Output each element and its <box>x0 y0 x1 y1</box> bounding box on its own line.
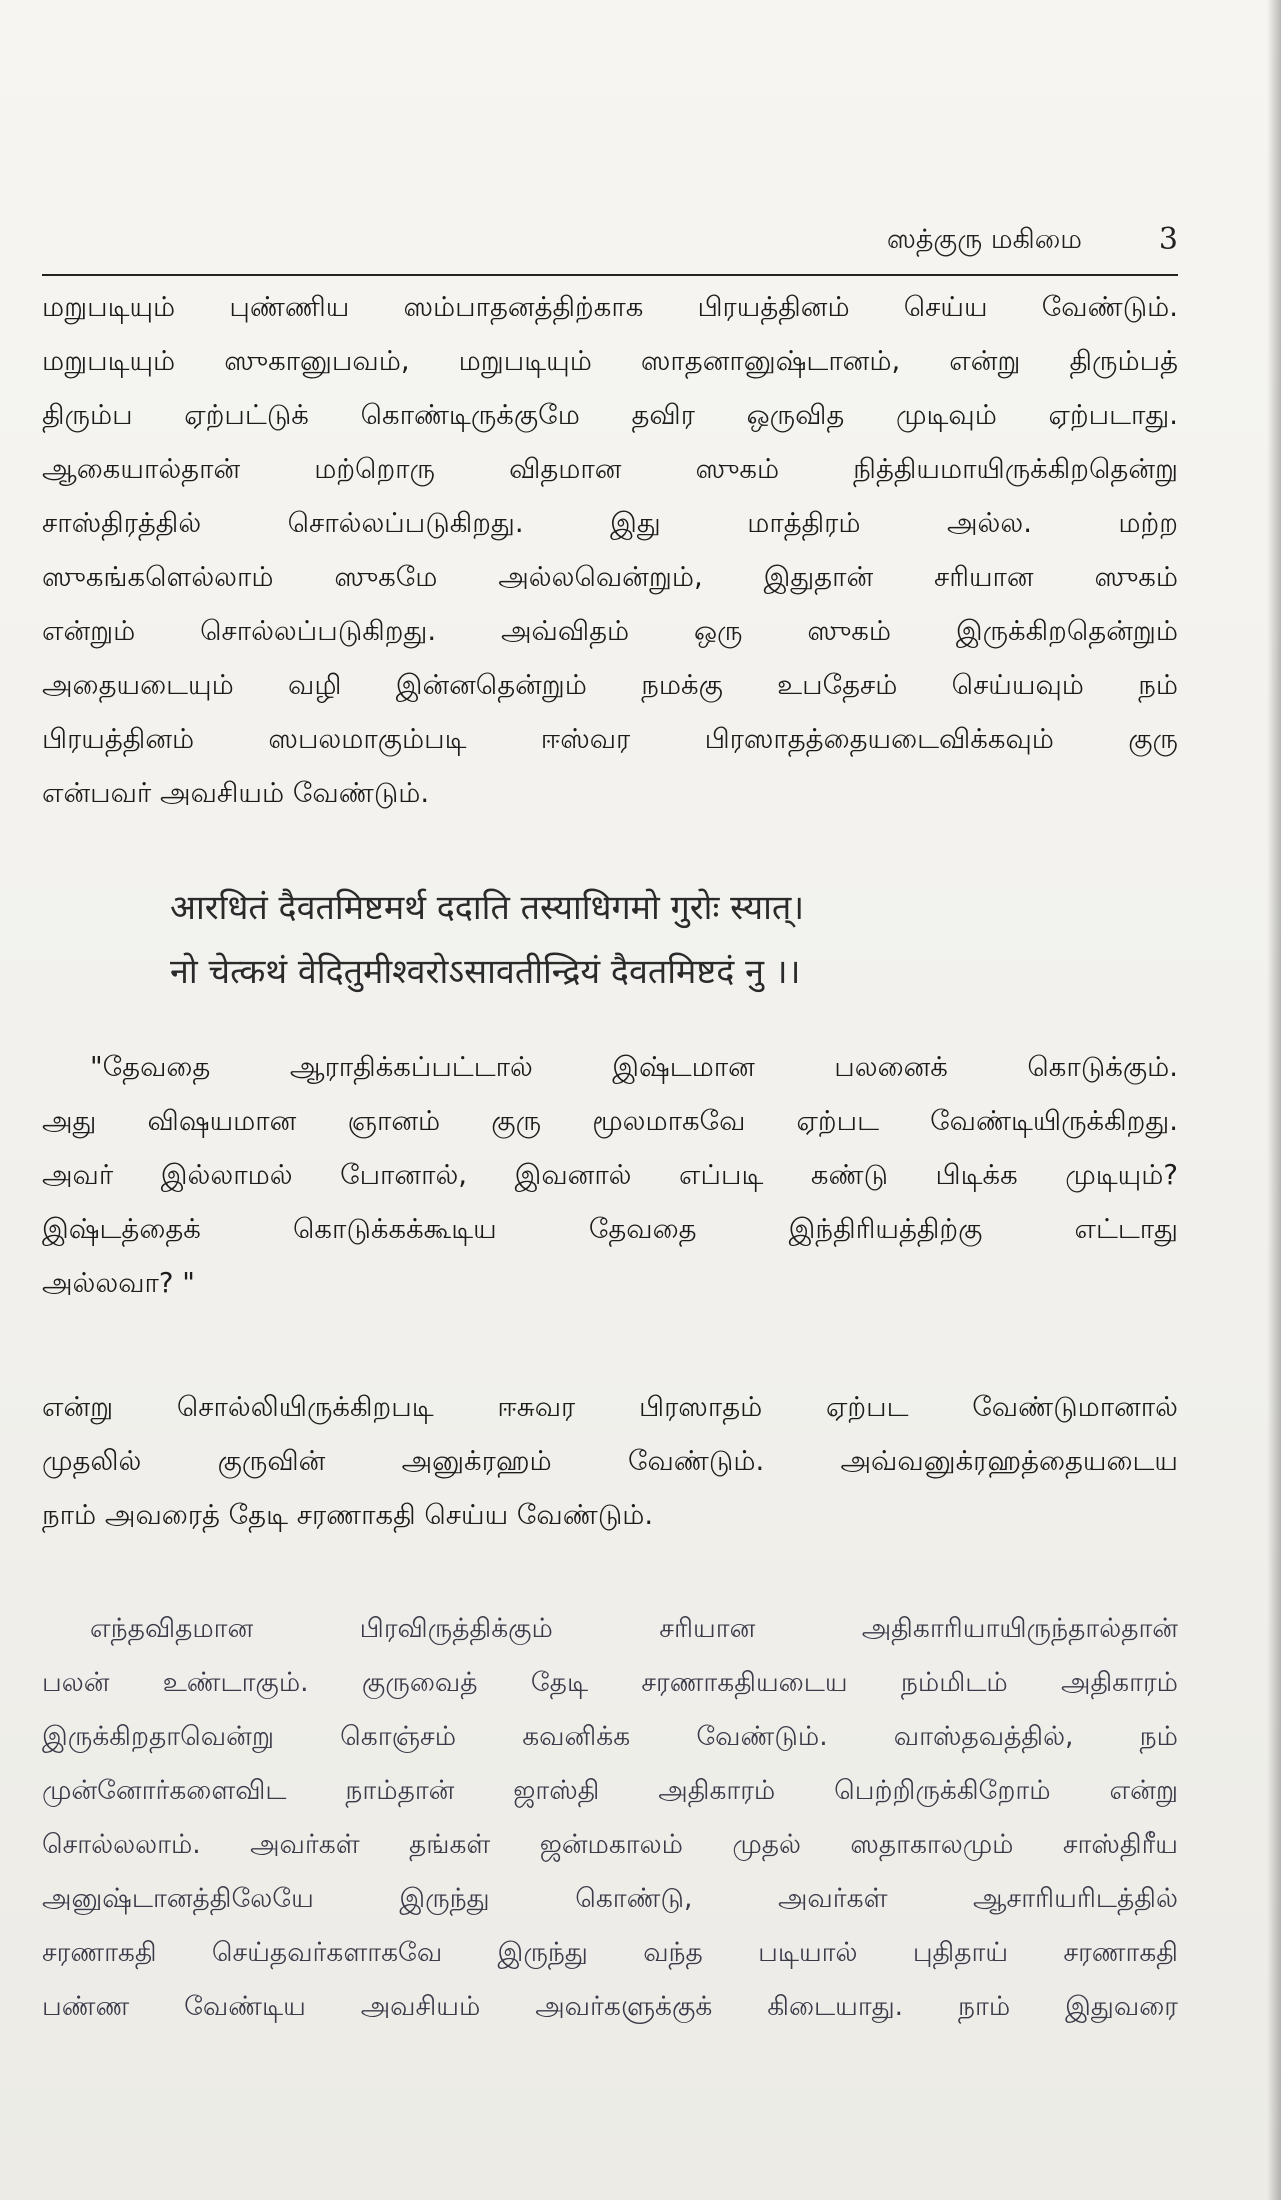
paragraph-line: ஆகையால்தான் மற்றொரு விதமான ஸுகம் நித்தியமாயிருக்கிறதென்று <box>42 453 1178 485</box>
paragraph-line: "தேவதை ஆராதிக்கப்பட்டால் இஷ்டமான பலனைக் கொடுக்கும். <box>90 1051 1178 1083</box>
paragraph-line: என்று சொல்லியிருக்கிறபடி ஈசுவர பிரஸாதம் ஏற்பட வேண்டுமானால் <box>42 1391 1178 1423</box>
verse-line-1: आरधितं दैवतमिष्टमर्थ ददाति तस्याधिगमो गुरोः स्यात्। <box>170 888 805 928</box>
header-title: ஸத்குரு மகிமை <box>886 224 1082 255</box>
paragraph-line: முதலில் குருவின் அனுக்ரஹம் வேண்டும். அவ்வனுக்ரஹத்தையடைய <box>42 1445 1178 1477</box>
paragraph-line: திரும்ப ஏற்பட்டுக் கொண்டிருக்குமே தவிர ஒருவித முடிவும் ஏற்படாது. <box>42 399 1178 431</box>
paragraph-line: மறுபடியும் புண்ணிய ஸம்பாதனத்திற்காக பிரயத்தினம் செய்ய வேண்டும். <box>42 291 1178 323</box>
paragraph-line: பண்ண வேண்டிய அவசியம் அவர்களுக்குக் கிடையாது. நாம் இதுவரை <box>42 1991 1178 2022</box>
paragraph-line: என்றும் சொல்லப்படுகிறது. அவ்விதம் ஒரு ஸுகம் இருக்கிறதென்றும் <box>42 615 1178 647</box>
paragraph-2-translation <box>42 1040 1178 1310</box>
paragraph-line: சாஸ்திரத்தில் சொல்லப்படுகிறது. இது மாத்திரம் அல்ல. மற்ற <box>42 507 1178 539</box>
paragraph-line: எந்தவிதமான பிரவிருத்திக்கும் சரியான அதிகாரியாயிருந்தால்தான் <box>90 1613 1178 1644</box>
verse-line-2: नो चेत्कथं वेदितुमीश्वरोऽसावतीन्द्रियं दैवतमिष्टदं नु ।। <box>170 952 801 992</box>
paragraph-line: நாம் அவரைத் தேடி சரணாகதி செய்ய வேண்டும். <box>42 1499 654 1531</box>
paragraph-line: அனுஷ்டானத்திலேயே இருந்து கொண்டு, அவர்கள் ஆசாரியரிடத்தில் <box>42 1883 1178 1914</box>
page-number: 3 <box>1158 222 1178 257</box>
paragraph-line: ஸுகங்களெல்லாம் ஸுகமே அல்லவென்றும், இதுதான் சரியான ஸுகம் <box>42 561 1178 593</box>
paragraph-line: அல்லவா? " <box>42 1267 195 1299</box>
paragraph-line: சரணாகதி செய்தவர்களாகவே இருந்து வந்த படியால் புதிதாய் சரணாகதி <box>42 1937 1178 1968</box>
paragraph-line: பலன் உண்டாகும். குருவைத் தேடி சரணாகதியடைய நம்மிடம் அதிகாரம் <box>42 1667 1178 1698</box>
running-header <box>42 218 1178 276</box>
paragraph-line: இஷ்டத்தைக் கொடுக்கக்கூடிய தேவதை இந்திரியத்திற்கு எட்டாது <box>42 1213 1178 1245</box>
paragraph-4 <box>42 1602 1178 2034</box>
paragraph-3 <box>42 1380 1178 1542</box>
paragraph-line: முன்னோர்களைவிட நாம்தான் ஜாஸ்தி அதிகாரம் பெற்றிருக்கிறோம் என்று <box>42 1775 1178 1806</box>
paragraph-1 <box>42 280 1178 820</box>
paragraph-line: அவர் இல்லாமல் போனால், இவனால் எப்படி கண்டு பிடிக்க முடியும்? <box>42 1159 1178 1191</box>
paragraph-line: பிரயத்தினம் ஸபலமாகும்படி ஈஸ்வர பிரஸாதத்தையடைவிக்கவும் குரு <box>42 723 1178 755</box>
paragraph-line: இருக்கிறதாவென்று கொஞ்சம் கவனிக்க வேண்டும். வாஸ்தவத்தில், நம் <box>42 1721 1178 1752</box>
paragraph-line: மறுபடியும் ஸுகானுபவம், மறுபடியும் ஸாதனானுஷ்டானம், என்று திரும்பத் <box>42 345 1178 377</box>
sanskrit-verse <box>170 876 1130 1004</box>
paragraph-line: அதையடையும் வழி இன்னதென்றும் நமக்கு உபதேசம் செய்யவும் நம் <box>42 669 1178 701</box>
paragraph-line: சொல்லலாம். அவர்கள் தங்கள் ஜன்மகாலம் முதல் ஸதாகாலமும் சாஸ்திரீய <box>42 1829 1178 1860</box>
paragraph-line: அது விஷயமான ஞானம் குரு மூலமாகவே ஏற்பட வேண்டியிருக்கிறது. <box>42 1105 1178 1137</box>
page-edge-shadow <box>1267 0 1281 2200</box>
paragraph-line: என்பவர் அவசியம் வேண்டும். <box>42 777 430 809</box>
